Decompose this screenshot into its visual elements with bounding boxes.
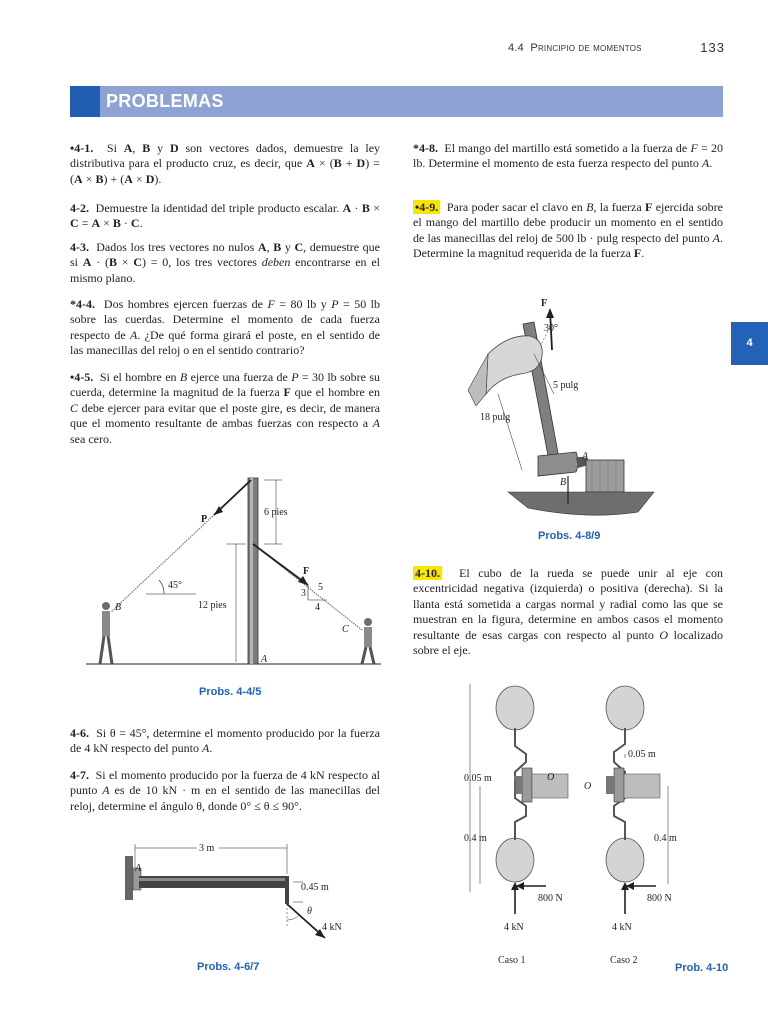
label-b: B (115, 602, 122, 613)
case-1-name: Caso 1 (498, 955, 526, 966)
problem-4-6: 4-6. Si θ = 45°, determine el momento producido por la fuerza de 4 kN respecto del punto A. (70, 726, 380, 756)
dim-18-line (498, 394, 522, 470)
case-1-label-800n: 800 N (538, 893, 563, 904)
case-2-label-800n: 800 N (647, 893, 672, 904)
case-2-label-4kn: 4 kN (612, 922, 632, 933)
angle-arc (159, 580, 164, 594)
figure-probs-4-6-7 (125, 838, 365, 948)
case-1-label-o: O (547, 772, 555, 783)
case-1-label-4kn: 4 kN (504, 922, 524, 933)
label-a: A (261, 654, 268, 665)
label-f: F (303, 566, 310, 577)
figure-probs-4-8-9 (468, 294, 658, 524)
label-4: 4 (315, 602, 320, 613)
caption-probs-4-4-5: Probs. 4-4/5 (199, 686, 262, 698)
section-banner (70, 86, 723, 117)
problem-4-9: •4-9. Para poder sacar el clavo en B, la fuerza F ejercida sobre el mango del martillo debe producir un momento en el sentido de las manecillas del reloj de 500 lb · pulg respecto del punto A. Determine la magnitud requerida de la fuerza F. (413, 200, 723, 261)
figure-prob-4-10 (450, 682, 740, 972)
figure-probs-4-4-5 (86, 472, 386, 672)
theta-arc (287, 915, 299, 920)
wood-block (586, 460, 624, 492)
force-f-arrow (253, 544, 308, 585)
caption-probs-4-6-7: Probs. 4-6/7 (197, 961, 260, 973)
beam-highlight (139, 878, 287, 881)
problem-4-3: 4-3. Dados los tres vectores no nulos A, B y C, demuestre que si A · (B × C) = 0, los tres vectores deben encontrarse en el mismo plano. (70, 240, 381, 285)
label-30: 30° (544, 323, 558, 334)
man-b (100, 602, 112, 664)
problem-4-5: •4-5. Si el hombre en B ejerce una fuerza de P = 30 lb sobre su cuerda, determine la magnitud de la fuerza F que el hombre en C debe ejercer para evitar que el poste gire, es decir, de manera que el momento resultante de ambas fuerzas con respecto a A sea cero. (70, 370, 381, 446)
banner-title: PROBLEMAS (106, 91, 224, 111)
label-b: B (560, 477, 567, 488)
label-12-pies: 12 pies (198, 600, 227, 611)
label-a: A (582, 451, 589, 462)
page-number: 133 (700, 40, 725, 55)
beam (139, 876, 287, 888)
problem-4-10: 4-10. El cubo de la rueda se puede unir al eje con excentricidad negativa (izquierda) o positiva (derecha). Si la llanta está sometida a cargas normal y radial como las que se muestran en la figura, determine en ambos casos el momento resultante de esas cargas con respecto al punto O localizado sobre el eje. (413, 566, 723, 658)
label-45: 45° (168, 580, 182, 591)
hammer-head (538, 452, 578, 476)
label-5: 5 (318, 582, 323, 593)
case-2-name: Caso 2 (610, 955, 638, 966)
case-1-label-04: 0.4 m (464, 833, 487, 844)
man-c (362, 618, 374, 664)
wall (125, 856, 133, 900)
label-18-pulg: 18 pulg (480, 412, 511, 423)
hand (486, 336, 542, 394)
label-5-pulg: 5 pulg (553, 380, 579, 391)
problem-4-1: •4-1. Si A, B y D son vectores dados, demuestre la ley distributiva para el producto cruz, es decir, que A × (B + D) = (A × B) + (A × D). (70, 141, 381, 186)
case-2-label-04: 0.4 m (654, 833, 677, 844)
caption-prob-4-10: Prob. 4-10 (675, 962, 729, 974)
case-2-wheel (606, 686, 660, 882)
label-6-pies: 6 pies (264, 507, 288, 518)
sleeve (468, 354, 488, 406)
problem-4-4: *4-4. Dos hombres ejercen fuerzas de F = 80 lb y P = 50 lb sobre las cuerdas. Determine el momento de cada fuerza respecto de A. ¿De qué forma girará el poste, en el sentido de las manecillas del reloj o en el sentido contrario? (70, 297, 380, 358)
label-4kn: 4 kN (322, 922, 342, 933)
banner-tab (70, 86, 100, 117)
label-theta: θ (307, 906, 312, 917)
label-c: C (342, 624, 349, 635)
label-p: P (201, 514, 208, 525)
section-title: 4.4 Principio de momentos (508, 42, 642, 54)
problem-4-7: 4-7. Si el momento producido por la fuerza de 4 kN respecto al punto A es de 10 kN · m en el sentido de las manecillas del reloj, determine el ángulo θ, donde 0° ≤ θ ≤ 90°. (70, 768, 380, 813)
case-2-label-005: 0.05 m (628, 749, 656, 760)
chapter-tab: 4 (731, 322, 768, 365)
label-045m: 0.45 m (301, 882, 329, 893)
label-a: A (135, 863, 142, 874)
case-1-label-005: 0.05 m (464, 773, 492, 784)
problem-4-2: 4-2. Demuestre la identidad del triple producto escalar. A · B × C = A × B · C. (70, 201, 380, 231)
ground (508, 492, 654, 515)
label-3: 3 (301, 588, 306, 599)
caption-probs-4-8-9: Probs. 4-8/9 (538, 530, 601, 542)
force-f-head (546, 308, 554, 318)
problem-4-8: *4-8. El mango del martillo está sometido a la fuerza de F = 20 lb. Determine el momento de esta fuerza respecto del punto A. (413, 141, 723, 171)
label-3m: 3 m (199, 843, 215, 854)
case-2-label-o: O (584, 781, 592, 792)
label-f: F (541, 298, 548, 309)
beam-end-down (285, 876, 289, 904)
case-1-wheel (496, 686, 568, 882)
pole-highlight (250, 478, 253, 664)
